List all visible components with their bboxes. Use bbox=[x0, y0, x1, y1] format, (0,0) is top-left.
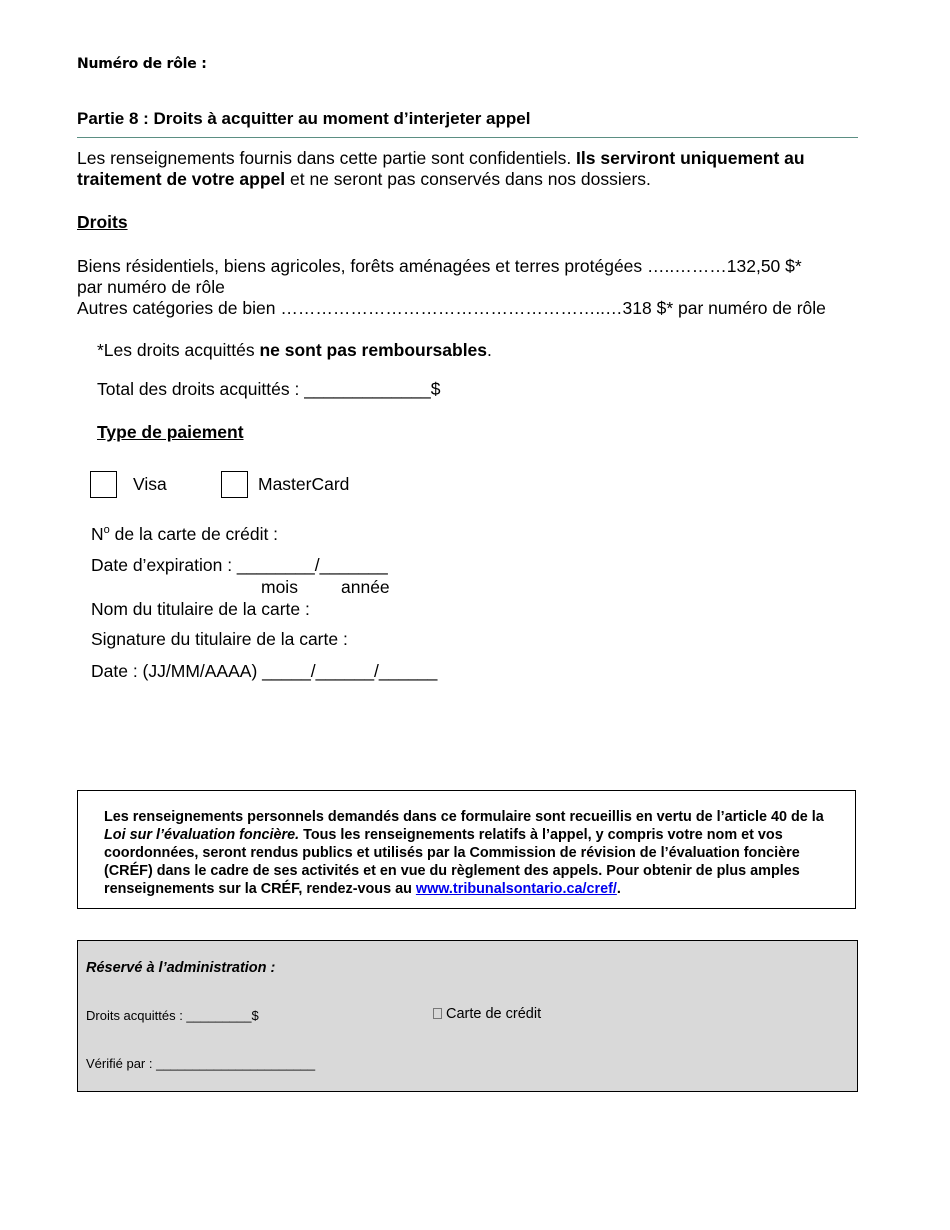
admin-credit-card-option[interactable] bbox=[433, 1006, 541, 1022]
visa-checkbox[interactable] bbox=[90, 471, 117, 498]
admin-section bbox=[77, 940, 858, 1092]
privacy-text-end: . bbox=[616, 881, 621, 897]
intro-bold-text: Ils serviront uniquement au traitement de votre appel bbox=[77, 148, 805, 189]
admin-title: Réservé à l’administration : bbox=[86, 960, 276, 976]
card-number-sup: o bbox=[103, 524, 110, 537]
payment-date-field[interactable]: Date : (JJ/MM/AAAA) _____/______/______ bbox=[91, 661, 438, 681]
tribunal-link[interactable]: www.tribunalsontario.ca/cref/ bbox=[415, 881, 617, 897]
expiry-year-label: année bbox=[341, 577, 390, 597]
payment-type-heading: Type de paiement bbox=[97, 422, 244, 442]
fee-line-other: Autres catégories de bien ………………………………………………..…318 $* par numéro de rôle bbox=[77, 298, 826, 318]
section-divider bbox=[77, 137, 858, 138]
roll-number-label: Numéro de rôle : bbox=[77, 56, 207, 72]
note-bold-text: ne sont pas remboursables bbox=[259, 340, 488, 360]
part-title: Partie 8 : Droits à acquitter au moment d’interjeter appel bbox=[77, 109, 531, 128]
total-fees-field[interactable]: Total des droits acquittés : _____________$ bbox=[97, 379, 441, 399]
privacy-act-title: Loi sur l’évaluation foncière. bbox=[104, 827, 300, 843]
credit-card-label: Carte de crédit bbox=[446, 1006, 542, 1022]
cardholder-signature-field[interactable]: Signature du titulaire de la carte : bbox=[91, 629, 348, 649]
credit-card-checkbox-icon[interactable] bbox=[433, 1008, 442, 1019]
expiry-date-field[interactable]: Date d’expiration : ________/_______ bbox=[91, 555, 388, 575]
fee-line-residential: Biens résidentiels, biens agricoles, forêts aménagées et terres protégées …..………132,50 $* bbox=[77, 256, 802, 276]
note-text-end: . bbox=[487, 340, 492, 360]
expiry-month-label: mois bbox=[261, 577, 298, 597]
card-number-field[interactable] bbox=[91, 524, 278, 545]
privacy-notice bbox=[77, 790, 856, 909]
card-number-prefix: N bbox=[91, 524, 104, 544]
admin-verified-by-field[interactable]: Vérifié par : ______________________ bbox=[86, 1056, 316, 1071]
intro-paragraph bbox=[77, 148, 867, 190]
intro-text-end: et ne seront pas conservés dans nos dossiers. bbox=[285, 169, 651, 189]
card-number-label: de la carte de crédit : bbox=[109, 524, 279, 544]
fee-schedule bbox=[77, 256, 867, 319]
cardholder-name-field[interactable]: Nom du titulaire de la carte : bbox=[91, 599, 310, 619]
privacy-text: Les renseignements personnels demandés dans ce formulaire sont recueillis en vertu de l’article 40 de la bbox=[104, 809, 824, 825]
non-refundable-note bbox=[97, 340, 492, 361]
privacy-text-body: Tous les renseignements relatifs à l’appel, y compris votre nom et vos coordonnées, seront rendus publics et utilisés par la Commission de révision de l’évaluation foncière (CRÉF) dans le cadre de ses activités et en vue du règlement des appels. Pour obtenir de plus amples renseignements sur la CRÉF, rendez-vous au bbox=[104, 827, 800, 897]
mastercard-checkbox[interactable] bbox=[221, 471, 248, 498]
note-text: *Les droits acquittés bbox=[97, 340, 260, 360]
visa-label: Visa bbox=[133, 474, 167, 494]
admin-fees-paid-field[interactable]: Droits acquittés : _________$ bbox=[86, 1008, 259, 1023]
intro-text: Les renseignements fournis dans cette partie sont confidentiels. bbox=[77, 148, 577, 168]
mastercard-label: MasterCard bbox=[258, 474, 350, 494]
fee-line-residential-cont: par numéro de rôle bbox=[77, 277, 225, 297]
fees-heading: Droits bbox=[77, 212, 128, 232]
